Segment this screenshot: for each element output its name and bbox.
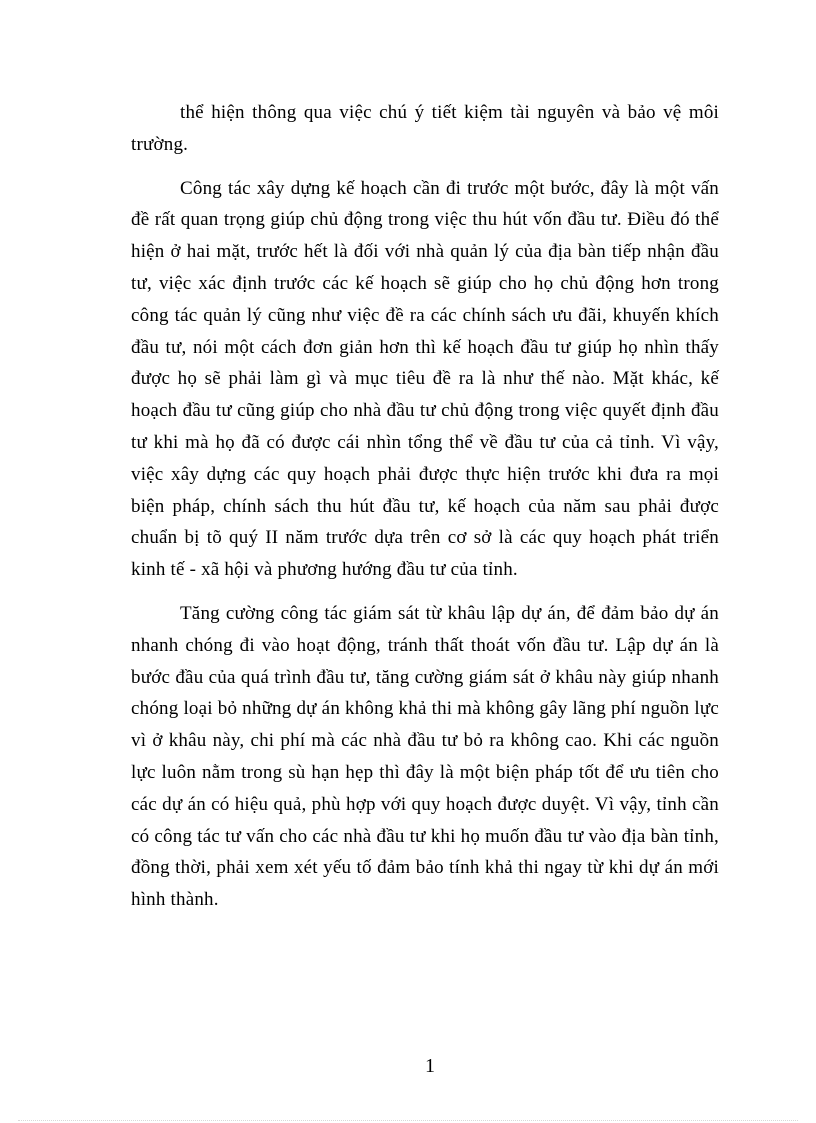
paragraph-continuation: thể hiện thông qua việc chú ý tiết kiệm tài nguyên và bảo vệ môi trường. xyxy=(131,102,719,155)
paragraph-supervision: Tăng cường công tác giám sát từ khâu lập dự án, để đảm bảo dự án nhanh chóng đi vào hoạt động, tránh thất thoát vốn đầu tư. Lập dự án là bước đầu của quá trình đầu tư, tăng cường giám sát ở khâu này giúp nhanh chóng loại bỏ những dự án không khả thi mà không gây lãng phí nguồn lực vì ở khâu này, chi phí mà các nhà đầu tư bỏ ra không cao. Khi các nguồn lực luôn nằm trong sù hạn hẹp thì đây là một biện pháp tốt để ưu tiên cho các dự án có hiệu quả, phù hợp với quy hoạch được duyệt. Vì vậy, tỉnh cần có công tác tư vấn cho các nhà đầu tư khi họ muốn đầu tư vào địa bàn tỉnh, đồng thời, phải xem xét yếu tố đảm bảo tính khả thi ngay từ khi dự án mới hình thành. xyxy=(131,602,719,911)
body-text xyxy=(131,97,719,928)
page-number: 1 xyxy=(425,1055,435,1077)
paragraph-planning: Công tác xây dựng kế hoạch cần đi trước một bước, đây là một vấn đề rất quan trọng giúp chủ động trong việc thu hút vốn đầu tư. Điều đó thể hiện ở hai mặt, trước hết là đối với nhà quản lý của địa bàn tiếp nhận đầu tư, việc xác định trước các kế hoạch sẽ giúp cho họ chủ động hơn trong công tác quản lý cũng như việc đề ra các chính sách ưu đãi, khuyến khích đầu tư, nói một cách đơn giản hơn thì kế hoạch đầu tư giúp họ nhìn thấy được họ sẽ phải làm gì và mục tiêu đề ra là như thế nào. Mặt khác, kế hoạch đầu tư cũng giúp cho nhà đầu tư chủ động trong việc quyết định đầu tư khi mà họ đã có được cái nhìn tổng thể về đầu tư của cả tỉnh. Vì vậy, việc xây dựng các quy hoạch phải được thực hiện trước khi đưa ra mọi biện pháp, chính sách thu hút đầu tư, kế hoạch của năm sau phải được chuẩn bị tõ quý II năm trước dựa trên cơ sở là các quy hoạch phát triển kinh tế - xã hội và phương hướng đầu tư của tỉnh. xyxy=(131,177,719,581)
page-bottom-divider xyxy=(18,1120,798,1121)
